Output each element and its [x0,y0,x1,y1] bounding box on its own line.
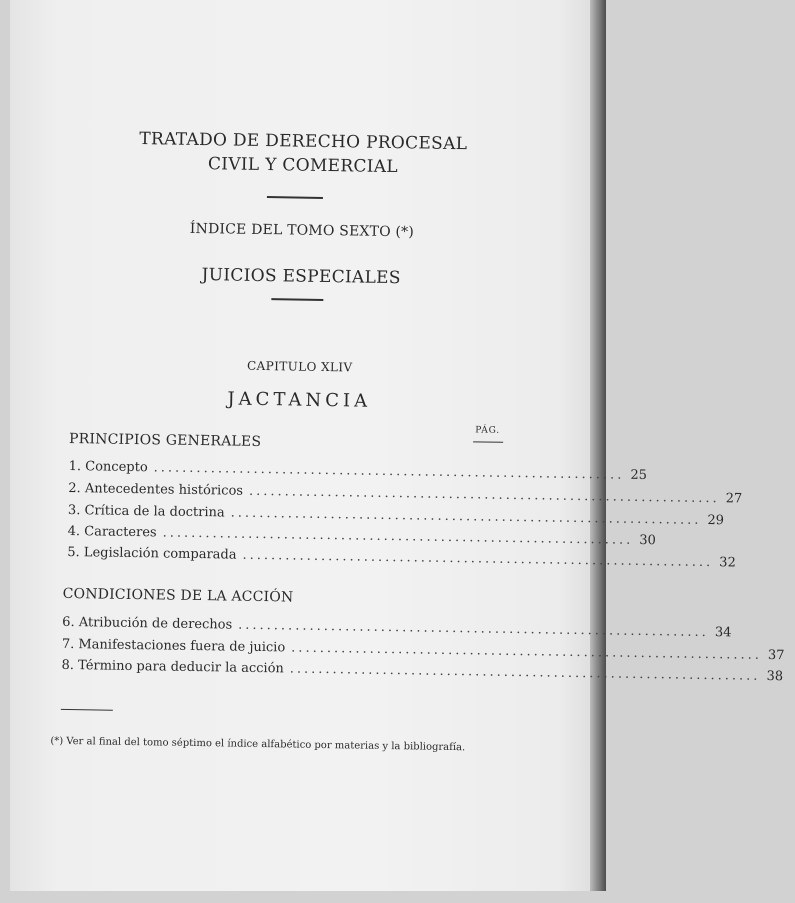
toc-entry-label: 7. Manifestaciones fuera de juicio [61,636,286,656]
toc-entry-page: 32 [719,555,736,571]
page-column-label: PÁG. [475,425,501,436]
book-title-line-2: CIVIL Y COMERCIAL [207,154,399,178]
leader-dots: .................................................................. [153,460,625,483]
section-heading-principios: PRINCIPIOS GENERALES [68,430,262,450]
leader-dots: .................................................................. [248,483,720,507]
index-title: ÍNDICE DEL TOMO SEXTO (*) [189,220,415,241]
toc-entry-label: 5. Legislación comparada [67,544,237,563]
toc-entry-label: 4. Caracteres [67,523,157,541]
page-column-rule [473,441,503,442]
part-divider [271,298,323,301]
toc-entry-label: 2. Antecedentes históricos [68,480,244,499]
leader-dots: .................................................................. [291,640,763,663]
toc-entry-label: 8. Término para deducir la acción [61,657,284,677]
toc-entry-page: 27 [725,491,743,507]
leader-dots: .................................................................. [238,617,709,641]
footnote-rule [61,709,113,711]
section-heading-condiciones: CONDICIONES DE LA ACCIÓN [62,585,294,606]
toc-entry-label: 1. Concepto [68,458,148,476]
title-divider [267,196,323,199]
toc-entry-label: 3. Crítica de la doctrina [67,502,225,521]
part-title: JUICIOS ESPECIALES [201,265,401,289]
footnote: (*) Ver al final del tomo séptimo el índice alfabético por materias y la bibliografía. [50,735,466,754]
book-title-line-1: TRATADO DE DERECHO PROCESAL [139,129,468,155]
leader-dots: .................................................................. [289,661,761,684]
book-page [10,0,785,891]
toc-entry-page: 38 [766,668,784,685]
toc-entry-page: 34 [714,625,732,641]
toc-entry-page: 25 [630,467,648,484]
toc-entry-page: 29 [707,513,725,529]
chapter-topic: JACTANCIA [227,388,372,412]
toc-entry-page: 37 [767,647,785,664]
toc-entry-label: 6. Atribución de derechos [62,614,233,633]
toc-entry-page: 30 [639,532,656,549]
leader-dots: .................................................................. [230,505,702,528]
chapter-number: CAPITULO XLIV [246,358,353,375]
leader-dots: .................................................................. [242,547,714,571]
leader-dots: .................................................................. [162,525,634,548]
